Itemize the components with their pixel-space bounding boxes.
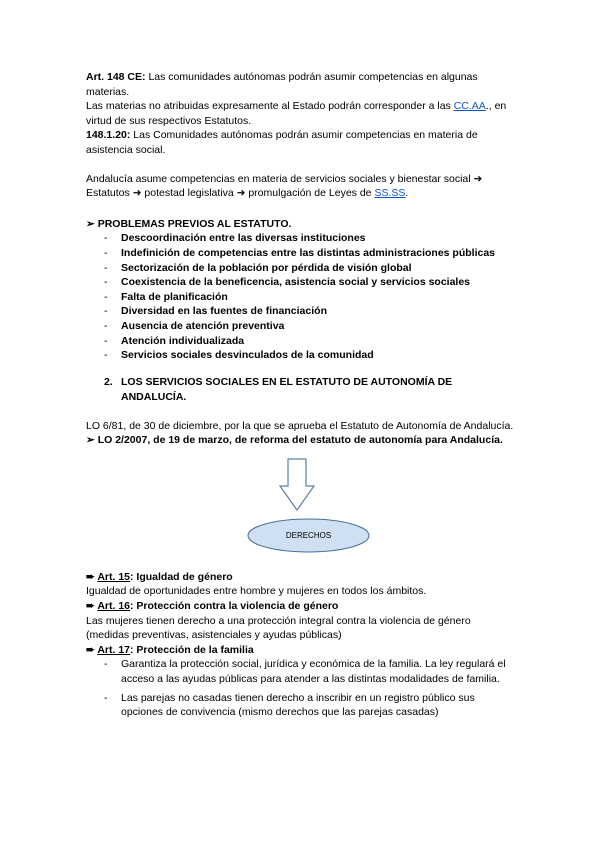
list-item: - Indefinición de competencias entre las distintas administraciones públicas	[104, 246, 516, 261]
art17-label: Art. 17	[97, 643, 131, 656]
down-arrow-icon	[279, 458, 315, 512]
lo-681-paragraph: LO 6/81, de 30 de diciembre, por la que se aprueba el Estatuto de Autonomía de Andalucía.	[86, 419, 514, 432]
art15-title: : Igualdad de género	[130, 570, 233, 583]
list-item: - Descoordinación entre las diversas instituciones	[104, 231, 516, 246]
section2-number: 2.	[104, 375, 113, 388]
art15-heading	[86, 570, 516, 585]
art148-line2	[86, 99, 516, 128]
art15-marker: ➨	[86, 570, 98, 583]
lo-2007-paragraph: ➢ LO 2/2007, de 19 de marzo, de reforma del estatuto de autonomía para Andalucía.	[86, 434, 503, 447]
art17-list	[86, 657, 516, 719]
art16-marker: ➨	[86, 600, 98, 613]
derechos-diagram	[86, 458, 516, 563]
art16-title: : Protección contra la violencia de género	[130, 600, 339, 613]
derechos-label: DERECHOS	[285, 530, 332, 540]
section2-title: LOS SERVICIOS SOCIALES EN EL ESTATUTO DE AUTONOMÍA DE ANDALUCÍA.	[121, 375, 453, 403]
list-item: - Ausencia de atención preventiva	[104, 319, 516, 334]
art148-label: Art. 148 CE:	[86, 71, 146, 83]
list-item: - Garantiza la protección social, jurídica y económica de la familia. La ley regulará el acceso a las ayudas públicas para atender a las distintas modalidades de familia.	[104, 657, 516, 686]
andalucia-end: .	[405, 187, 409, 200]
section2-heading	[86, 375, 516, 405]
art16-heading	[86, 599, 516, 614]
art148-line2-b: ., en virtud de sus respectivos Estatutos.	[86, 100, 507, 127]
list-item: - Servicios sociales desvinculados de la comunidad	[104, 348, 516, 363]
art148-text: Las comunidades autónomas podrán asumir competencias en algunas materias.	[86, 71, 478, 98]
art148-line2-a: Las materias no atribuidas expresamente al Estado podrán corresponder a las	[86, 100, 454, 113]
problemas-list	[86, 231, 516, 362]
list-item: - Las parejas no casadas tienen derecho a inscribir en un registro público sus opciones de convivencia (mismo derechos que las parejas casadas)	[104, 691, 516, 720]
art148-paragraph	[86, 70, 516, 99]
art148-sub-label: 148.1.20:	[86, 129, 131, 142]
art17-heading	[86, 643, 516, 658]
list-item: - Sectorización de la población por pérdida de visión global	[104, 261, 516, 276]
list-item: - Diversidad en las fuentes de financiación	[104, 304, 516, 319]
list-item: - Falta de planificación	[104, 290, 516, 305]
art17-title: : Protección de la familia	[130, 643, 254, 656]
document-page	[86, 70, 516, 720]
andalucia-text: Andalucía asume competencias en materia de servicios sociales y bienestar social ➜ Estatutos ➜ potestad legislativa ➜ promulgación de Leyes de	[86, 172, 483, 200]
andalucia-paragraph	[86, 172, 516, 201]
art16-label: Art. 16	[97, 600, 131, 613]
art148-sub-text: Las Comunidades autónomas podrán asumir competencias en materia de asistencia social.	[86, 129, 478, 156]
art15-label: Art. 15	[97, 570, 131, 583]
art17-marker: ➨	[86, 643, 98, 656]
art16-text: Las mujeres tienen derecho a una protección integral contra la violencia de género (medidas preventivas, asistenciales y ayudas públicas)	[86, 614, 471, 642]
art148-sub-paragraph	[86, 128, 516, 157]
problemas-heading: ➢ PROBLEMAS PREVIOS AL ESTATUTO.	[86, 217, 292, 230]
ccaa-link[interactable]: CC.AA	[453, 100, 486, 113]
ssss-link[interactable]: SS.SS	[374, 187, 406, 200]
list-item: - Coexistencia de la beneficencia, asistencia social y servicios sociales	[104, 275, 516, 290]
list-item: - Atención individualizada	[104, 334, 516, 349]
art15-text: Igualdad de oportunidades entre hombre y mujeres en todos los ámbitos.	[86, 585, 427, 598]
